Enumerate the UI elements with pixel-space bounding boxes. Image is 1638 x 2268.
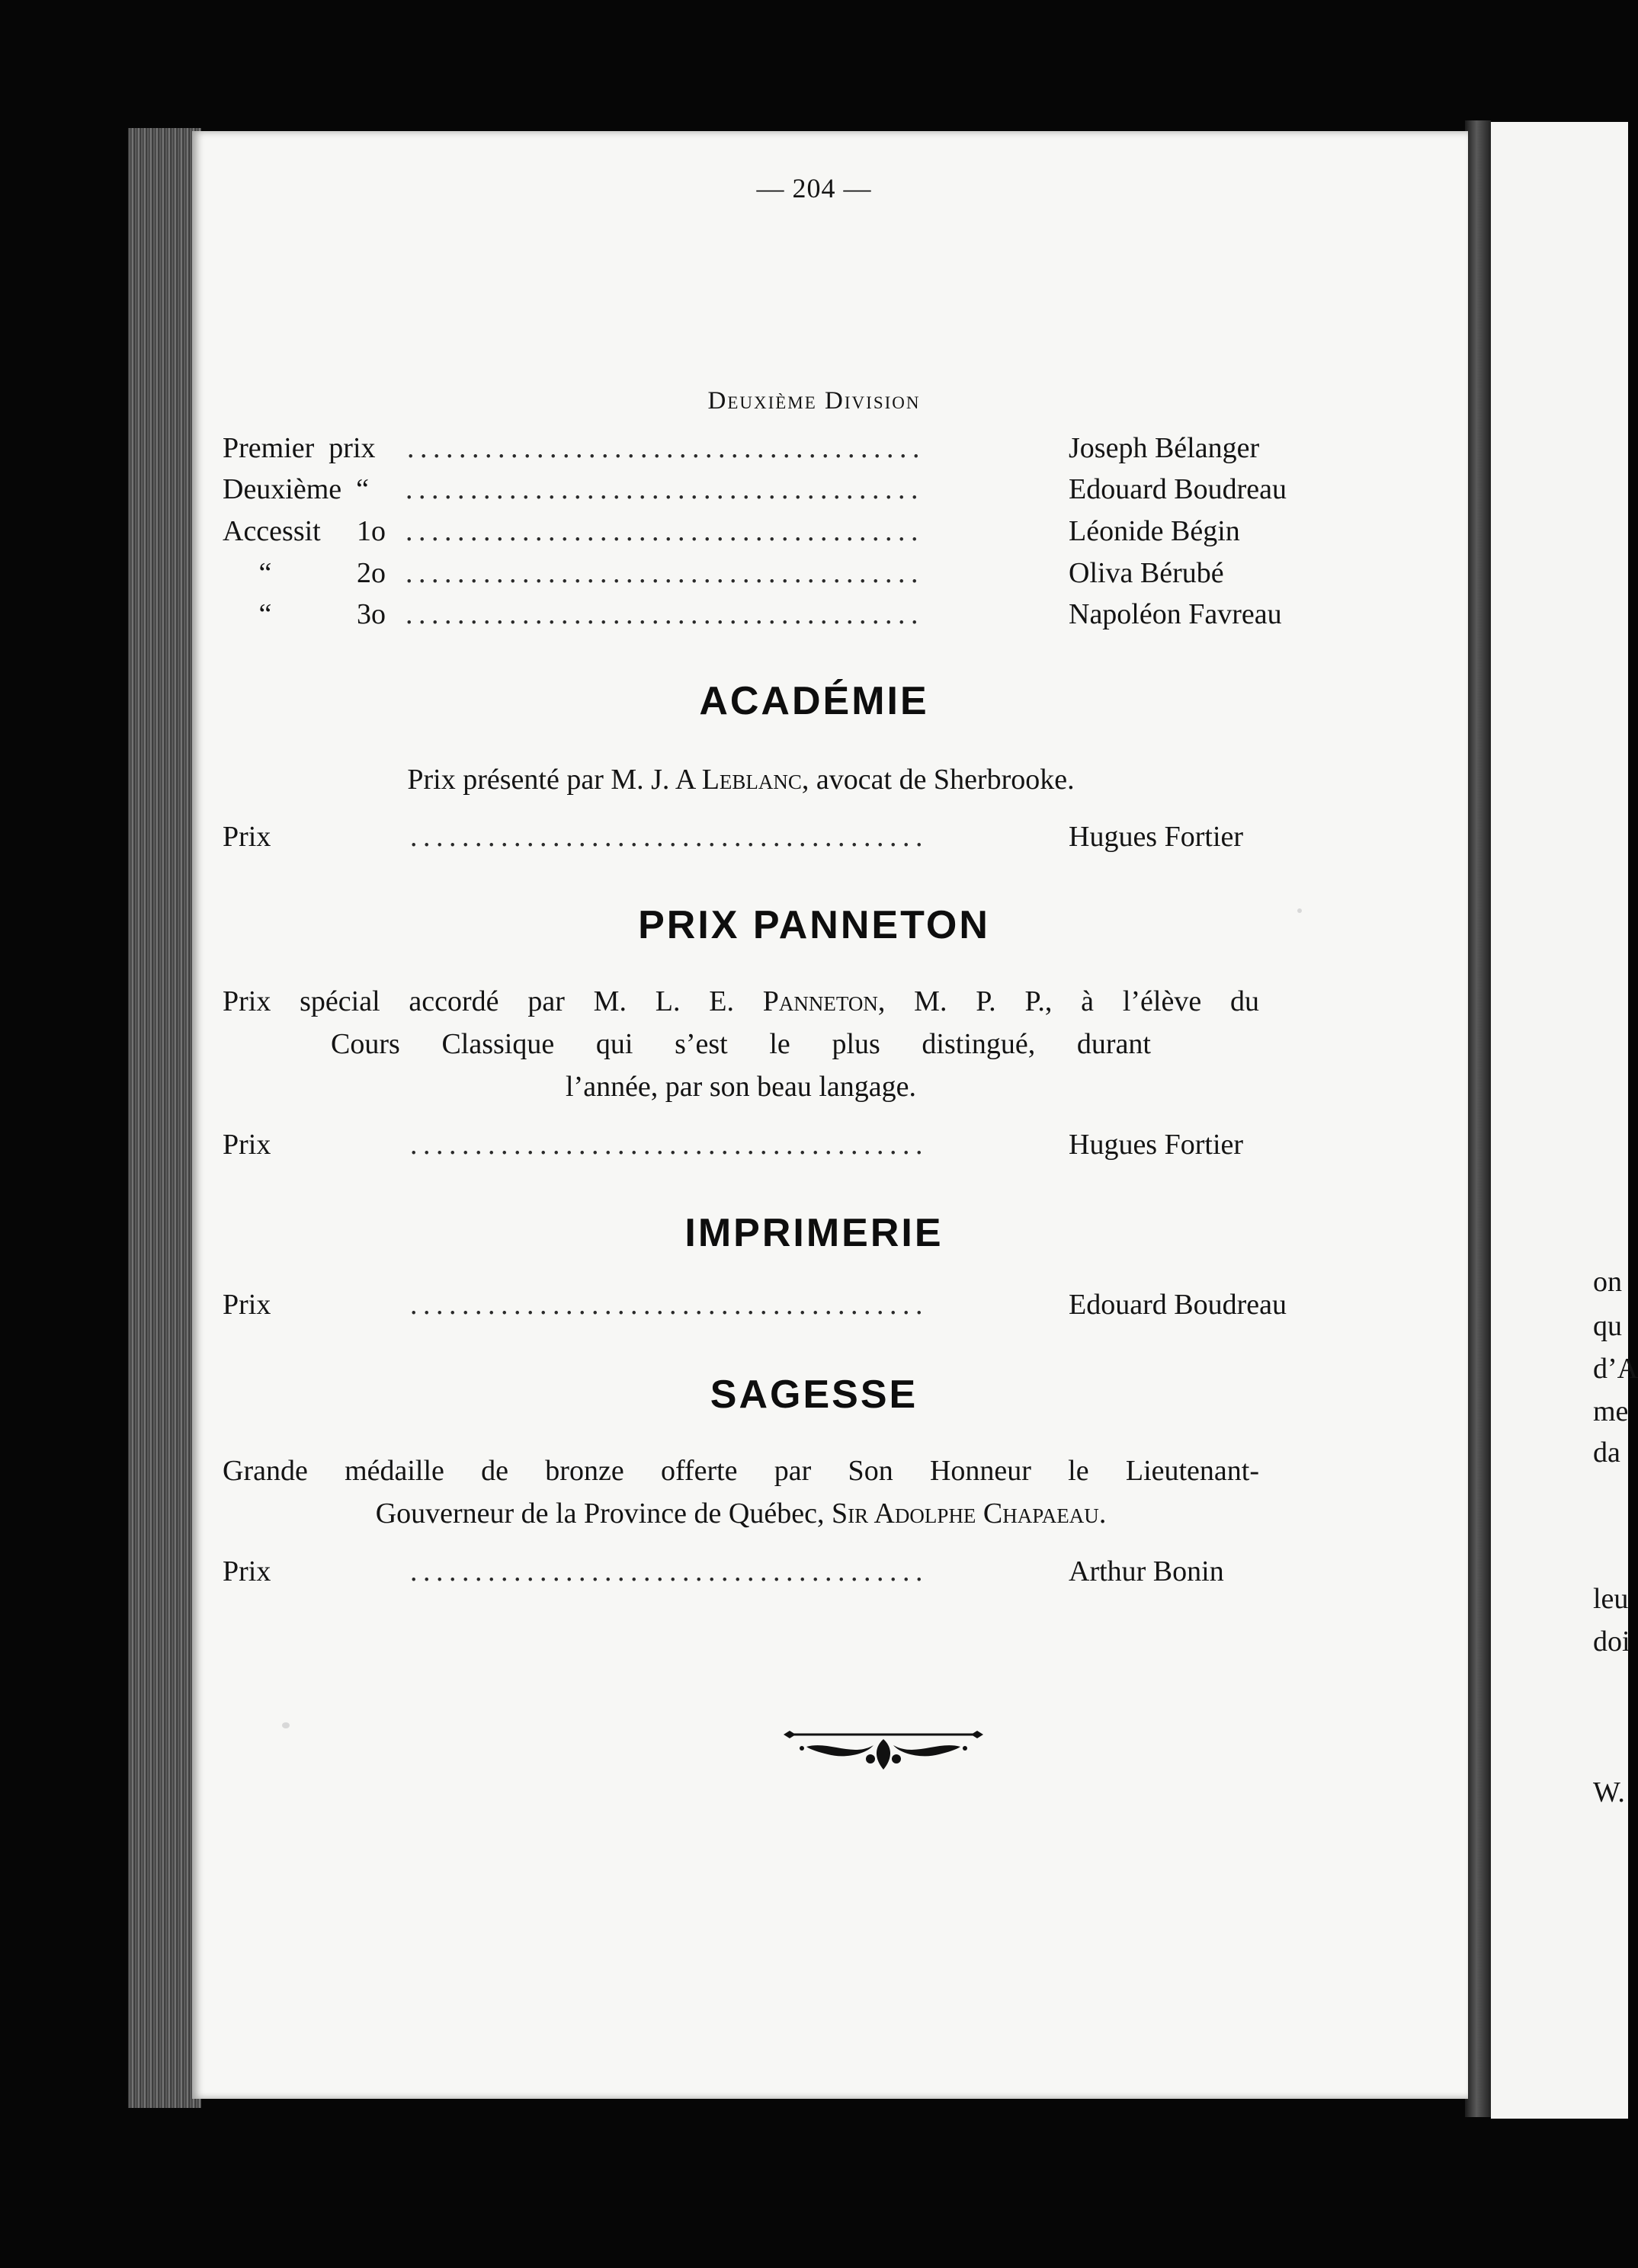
ornament-flourish-icon [784,1724,983,1773]
dot-leader: ........................................ [405,515,924,547]
desc-text: Prix présenté par M. J. A [407,764,702,796]
heading-imprimerie: IMPRIMERIE [684,1211,944,1255]
desc-line: Grande médaille de bronze offerte par Son Honneur le Lieutenant- [223,1455,1259,1487]
section-title: Deuxième Division [707,387,921,415]
division-row [223,514,1259,554]
heading-academie: ACADÉMIE [699,679,929,723]
prize-row [223,820,1259,860]
heading-prix-panneton: PRIX PANNETON [638,903,990,947]
dot-leader: ........................................ [407,432,925,464]
heading-sagesse: SAGESSE [710,1373,918,1417]
row-label: Deuxième “ [223,473,370,505]
dot-leader: ........................................ [410,821,928,853]
page-speck [282,1722,290,1728]
prize-label: Prix [223,1289,271,1321]
row-number: 3o [357,598,386,630]
desc-name: Panneton [762,985,878,1017]
desc-text: Gouverneur de la Province de Québec, [375,1498,832,1530]
prize-label: Prix [223,821,271,853]
row-label: Premier prix [223,432,376,464]
row-number: 2o [357,557,386,589]
row-label: Accessit [223,515,321,547]
facing-text: W. [1593,1776,1625,1808]
row-number: 1o [357,515,386,547]
desc-text: . [1098,1498,1107,1530]
prize-label: Prix [223,1555,271,1587]
document-page [192,131,1468,2099]
prize-name: Hugues Fortier [1069,1129,1244,1161]
prize-row [223,1128,1259,1168]
prize-name: Edouard Boudreau [1069,1289,1287,1321]
prize-name: Arthur Bonin [1069,1555,1224,1587]
dot-leader: ........................................ [405,473,924,505]
row-name: Edouard Boudreau [1069,473,1287,505]
desc-text: , avocat de Sherbrooke. [801,764,1075,796]
facing-text: doi [1593,1626,1630,1658]
facing-text: leu [1593,1583,1629,1615]
desc-text: , M. P. P., à l’élève du [877,985,1259,1017]
prize-label: Prix [223,1129,271,1161]
desc-name: Sir Adolphe Chapaeau [831,1498,1099,1530]
page-number: — 204 — [756,173,872,203]
row-name: Léonide Bégin [1069,515,1240,547]
desc-name: Leblanc [701,764,802,796]
prize-row [223,1288,1287,1328]
row-name: Napoléon Favreau [1069,598,1282,630]
panneton-description [223,980,1259,1108]
sagesse-description [223,1450,1259,1535]
facing-text: da [1593,1437,1620,1469]
facing-text: me [1593,1395,1629,1427]
desc-line: Cours Classique qui s’est le plus distingué, durant [331,1028,1151,1060]
division-row [223,597,1282,637]
dot-leader: ........................................ [410,1555,928,1587]
book-gutter [1465,120,1491,2117]
academie-description [223,758,1259,801]
dot-leader: ........................................ [410,1129,928,1161]
facing-text: qu [1593,1310,1622,1342]
facing-text: d’A [1593,1353,1638,1385]
facing-page [1491,122,1628,2119]
facing-text: on [1593,1266,1622,1298]
row-name: Joseph Bélanger [1069,432,1260,464]
row-label: “ [223,557,272,589]
dot-leader: ........................................ [405,557,924,589]
row-name: Oliva Bérubé [1069,557,1224,589]
desc-line: l’année, par son beau langage. [565,1071,916,1103]
division-row [223,472,1287,512]
book-page-edges [128,128,201,2108]
prize-name: Hugues Fortier [1069,821,1244,853]
division-row [223,556,1259,596]
row-label: “ [223,598,272,630]
dot-leader: ........................................ [405,598,924,630]
division-row [223,431,1259,471]
desc-text: Prix spécial accordé par M. L. E. [223,985,763,1017]
prize-row [223,1555,1259,1594]
dot-leader: ........................................ [410,1289,928,1321]
